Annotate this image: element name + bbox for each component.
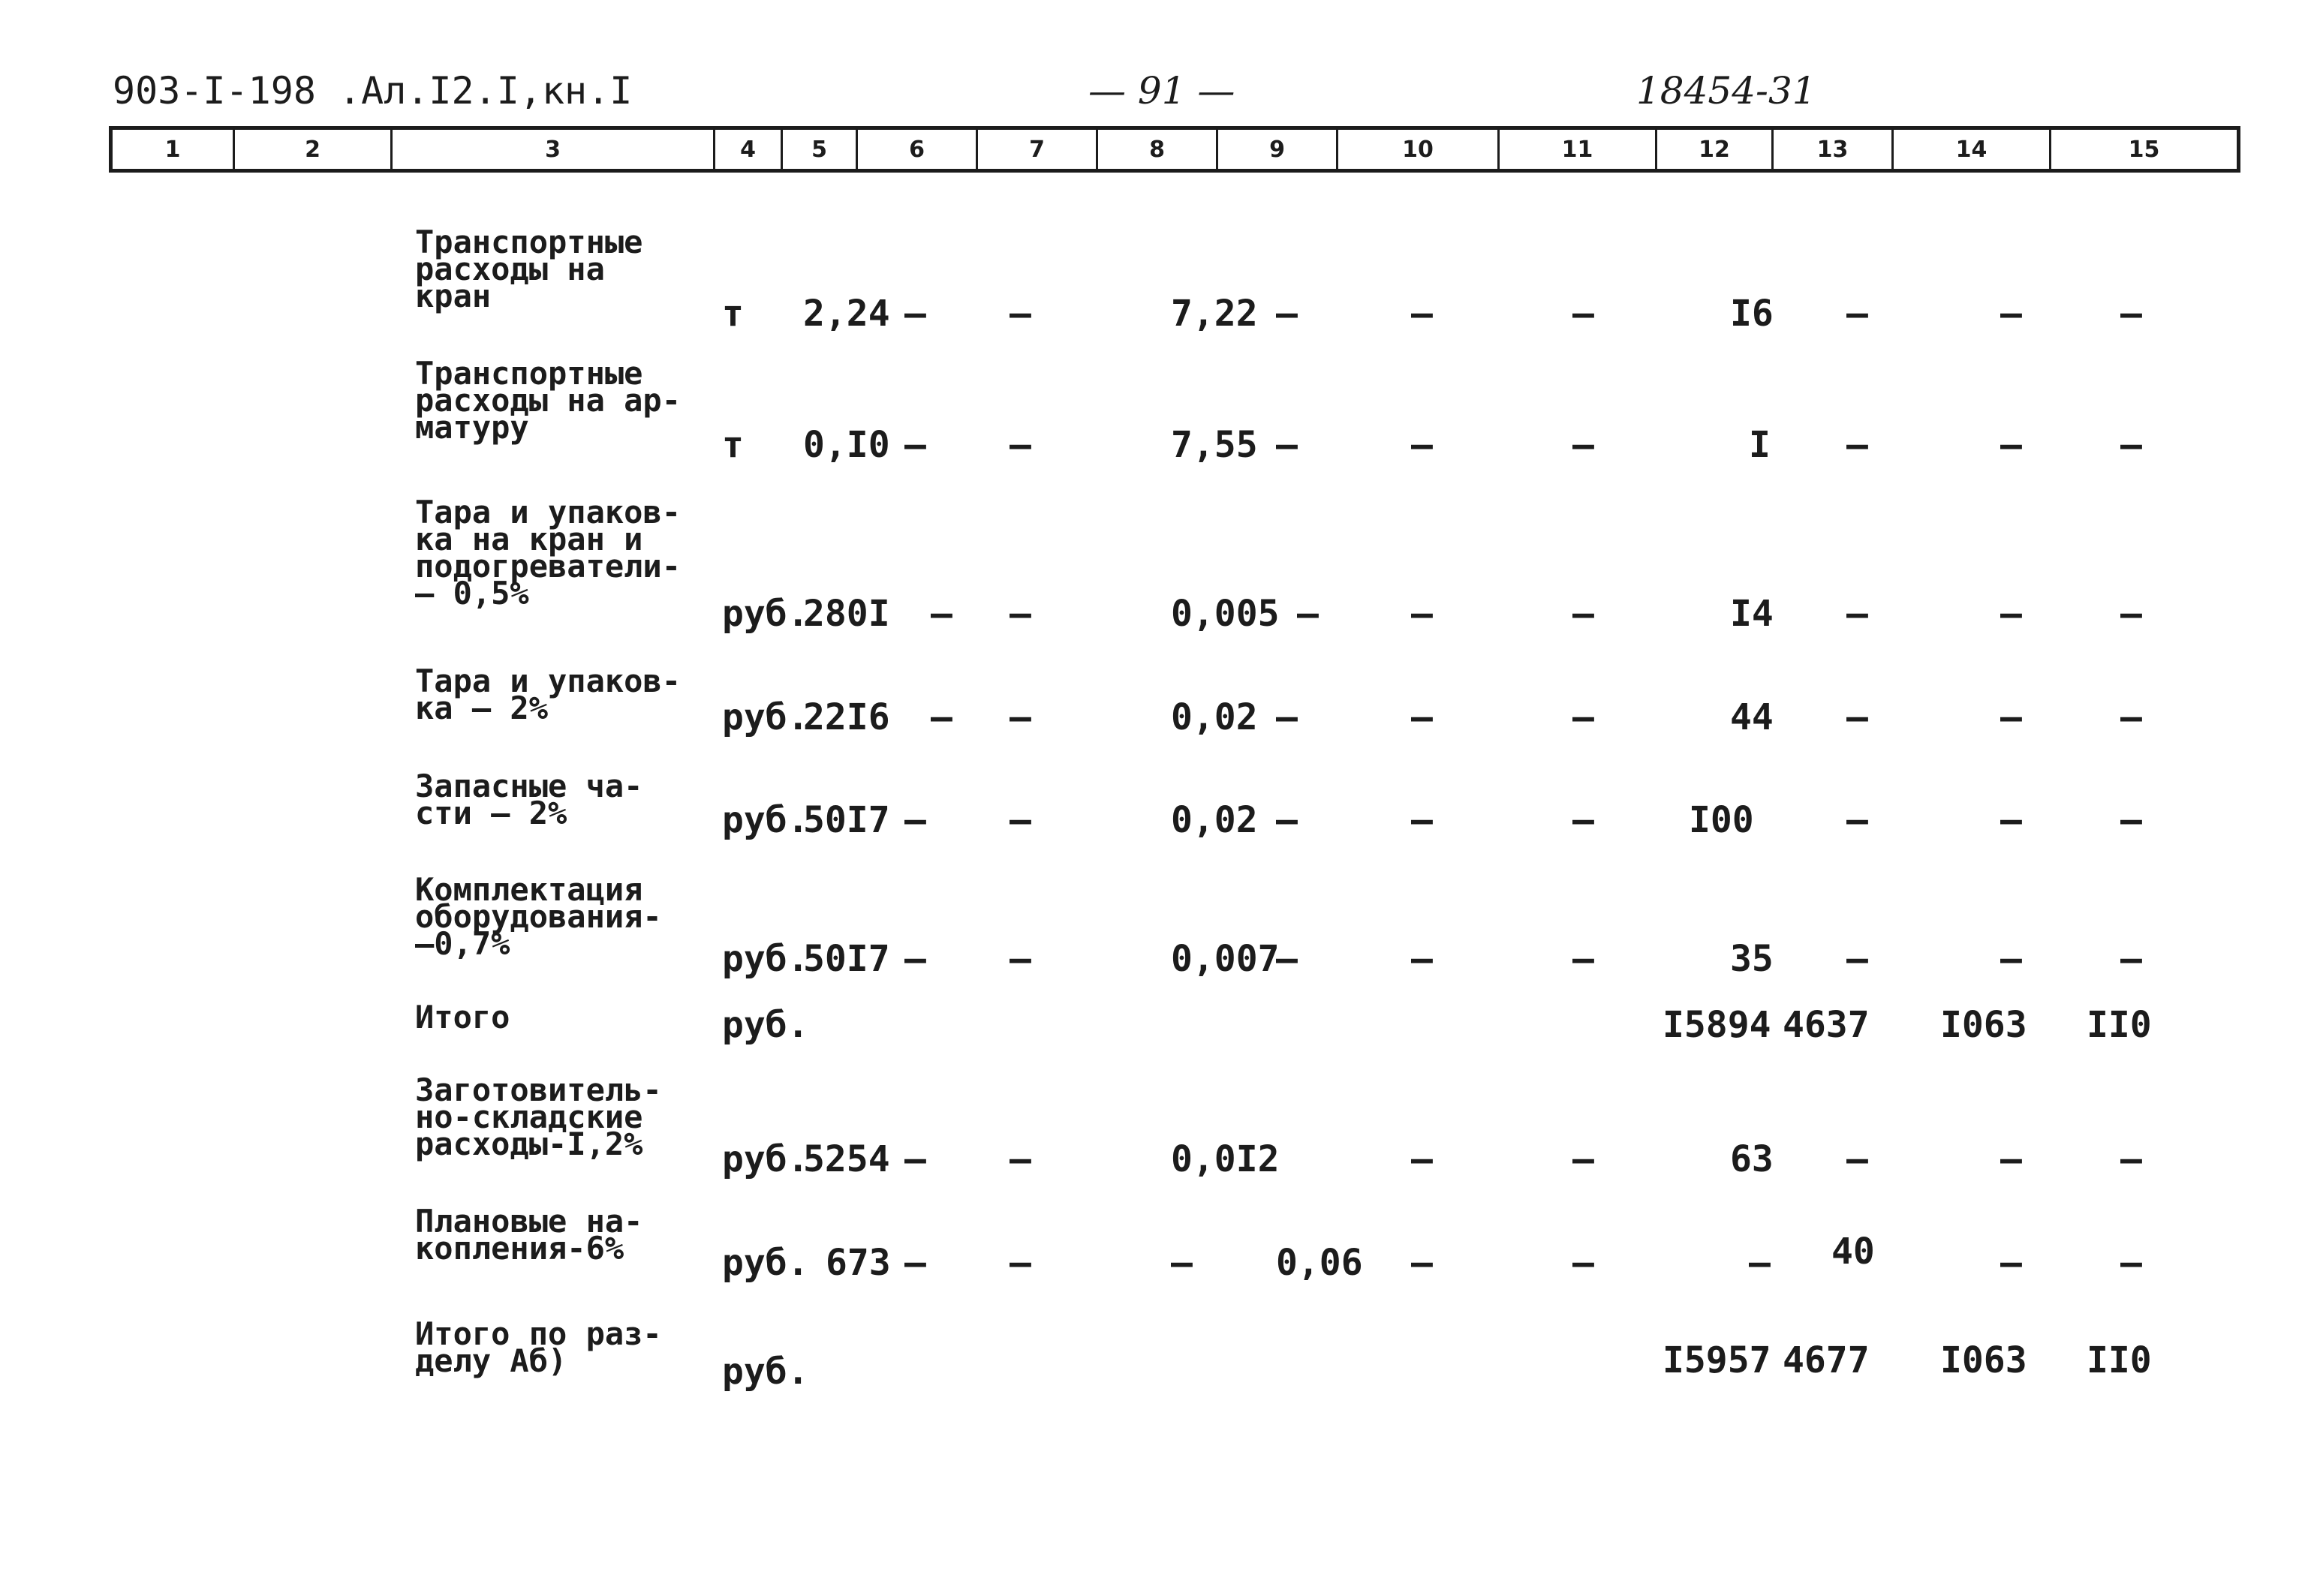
- col6-cell: –: [904, 1242, 926, 1284]
- col12-cell: 44: [1730, 696, 1774, 738]
- col6-cell: –: [904, 293, 926, 335]
- col10-cell: –: [1411, 293, 1433, 335]
- col14-cell: –: [2000, 424, 2022, 466]
- col12-cell: 35: [1730, 938, 1774, 980]
- col8-cell: –: [1171, 1242, 1193, 1284]
- unit-cell: руб.: [722, 1351, 809, 1393]
- col11-cell: –: [1572, 424, 1594, 466]
- col13-cell: –: [1846, 799, 1868, 841]
- col6-cell: –: [904, 938, 926, 980]
- unit-cell: руб.: [722, 799, 809, 841]
- item-description: Тара и упаков- ка на кран и подогреватели- – 0,5%: [415, 494, 682, 612]
- col14-cell: –: [2000, 1242, 2022, 1284]
- col7-cell: –: [1010, 938, 1031, 980]
- item-description: Комплектация оборудования- –0,7%: [415, 871, 662, 962]
- col15-cell: II0: [2087, 1339, 2152, 1381]
- col15-cell: –: [2120, 696, 2142, 738]
- col7-cell: –: [1010, 1138, 1031, 1180]
- item-description: Итого: [415, 999, 510, 1035]
- column-number-9: 9: [1216, 130, 1336, 169]
- col15-cell: –: [2120, 1138, 2142, 1180]
- col11-cell: –: [1572, 593, 1594, 635]
- col8-cell: 0,02: [1171, 696, 1258, 738]
- column-number-6: 6: [856, 130, 976, 169]
- col9-cell: –: [1276, 799, 1298, 841]
- col14-cell: I063: [1940, 1004, 2027, 1046]
- column-number-15: 15: [2049, 130, 2237, 169]
- column-number-12: 12: [1655, 130, 1771, 169]
- col7-cell: –: [1010, 799, 1031, 841]
- unit-cell: т: [722, 424, 744, 466]
- col11-cell: –: [1572, 1242, 1594, 1284]
- col9-cell: –: [1276, 938, 1298, 980]
- col11-cell: –: [1572, 799, 1594, 841]
- col13-cell: –: [1846, 593, 1868, 635]
- col9-cell: –: [1297, 593, 1319, 635]
- col6-cell: –: [904, 424, 926, 466]
- col7-cell: –: [1010, 593, 1031, 635]
- col7-cell: –: [1010, 424, 1031, 466]
- col8-cell: 0,005: [1171, 593, 1280, 635]
- col9-cell: –: [1276, 424, 1298, 466]
- col6-cell: –: [931, 696, 952, 738]
- col13-cell: –: [1846, 938, 1868, 980]
- item-description: Запасные ча- сти – 2%: [415, 768, 643, 831]
- column-number-8: 8: [1096, 130, 1216, 169]
- column-number-7: 7: [976, 130, 1096, 169]
- col5-cell: 50I7: [803, 938, 890, 980]
- col11-cell: –: [1572, 696, 1594, 738]
- col5-cell: 5254: [803, 1138, 890, 1180]
- unit-cell: руб.: [722, 938, 809, 980]
- col12-cell: –: [1749, 1242, 1771, 1284]
- col11-cell: –: [1572, 938, 1594, 980]
- item-description: Заготовитель- но-складские расходы-I,2%: [415, 1072, 662, 1162]
- column-number-13: 13: [1771, 130, 1891, 169]
- unit-cell: руб.: [722, 1242, 809, 1284]
- col14-cell: –: [2000, 799, 2022, 841]
- column-number-1: 1: [164, 136, 181, 163]
- col13-cell: 4677: [1783, 1339, 1870, 1381]
- col6-cell: –: [931, 593, 952, 635]
- col8-cell: 7,22: [1171, 293, 1258, 335]
- col14-cell: –: [2000, 1138, 2022, 1180]
- col5-cell: 673: [826, 1242, 891, 1284]
- col15-cell: –: [2120, 938, 2142, 980]
- col8-cell: 0,02: [1171, 799, 1258, 841]
- item-description: Тара и упаков- ка – 2%: [415, 663, 682, 726]
- col12-cell: I6: [1730, 293, 1774, 335]
- col15-cell: –: [2120, 593, 2142, 635]
- column-number-11: 11: [1497, 130, 1655, 169]
- unit-cell: т: [722, 293, 744, 335]
- col12-cell: I4: [1730, 593, 1774, 635]
- col7-cell: –: [1010, 696, 1031, 738]
- col15-cell: –: [2120, 799, 2142, 841]
- col10-cell: –: [1411, 938, 1433, 980]
- col5-cell: 2,24: [803, 293, 890, 335]
- col10-cell: –: [1411, 799, 1433, 841]
- col9-cell: 0,06: [1276, 1242, 1363, 1284]
- col12-cell: I5957: [1663, 1339, 1771, 1381]
- column-number-2: 2: [233, 130, 390, 169]
- col14-cell: –: [2000, 293, 2022, 335]
- col12-cell: I: [1749, 424, 1771, 466]
- col9-cell: –: [1276, 293, 1298, 335]
- col15-cell: –: [2120, 424, 2142, 466]
- col5-cell: 50I7: [803, 799, 890, 841]
- column-number-3: 3: [390, 130, 713, 169]
- col15-cell: –: [2120, 1242, 2142, 1284]
- column-number-14: 14: [1891, 130, 2049, 169]
- document-number: 18454-31: [1636, 69, 1816, 113]
- item-description: Итого по раз- делу Аб): [415, 1315, 662, 1379]
- col10-cell: –: [1411, 1138, 1433, 1180]
- column-number-5: 5: [781, 130, 856, 169]
- col7-cell: –: [1010, 1242, 1031, 1284]
- col10-cell: –: [1411, 593, 1433, 635]
- col9-cell: –: [1276, 696, 1298, 738]
- col14-cell: –: [2000, 696, 2022, 738]
- col8-cell: 0,0I2: [1171, 1138, 1280, 1180]
- col12-cell: I00: [1689, 799, 1754, 841]
- col12-cell: 63: [1730, 1138, 1774, 1180]
- document-code: 903-I-198 .Ал.I2.I,кн.I: [113, 69, 633, 113]
- col14-cell: I063: [1940, 1339, 2027, 1381]
- col15-cell: –: [2120, 293, 2142, 335]
- page-number: — 91 —: [1088, 69, 1235, 113]
- col10-cell: –: [1411, 424, 1433, 466]
- col8-cell: 0,007: [1171, 938, 1280, 980]
- unit-cell: руб.: [722, 593, 809, 635]
- col13-cell: 40: [1831, 1231, 1875, 1273]
- col8-cell: 7,55: [1171, 424, 1258, 466]
- column-number-header: [109, 126, 2240, 173]
- col10-cell: –: [1411, 696, 1433, 738]
- unit-cell: руб.: [722, 1004, 809, 1046]
- unit-cell: руб.: [722, 1138, 809, 1180]
- col13-cell: –: [1846, 293, 1868, 335]
- column-number-4: 4: [713, 130, 781, 169]
- col14-cell: –: [2000, 593, 2022, 635]
- col12-cell: I5894: [1663, 1004, 1771, 1046]
- column-number-10: 10: [1336, 130, 1497, 169]
- col6-cell: –: [904, 799, 926, 841]
- col13-cell: –: [1846, 1138, 1868, 1180]
- col6-cell: –: [904, 1138, 926, 1180]
- col11-cell: –: [1572, 1138, 1594, 1180]
- col15-cell: II0: [2087, 1004, 2152, 1046]
- col5-cell: 280I: [803, 593, 890, 635]
- item-description: Плановые на- копления-6%: [415, 1203, 643, 1267]
- col10-cell: –: [1411, 1242, 1433, 1284]
- item-description: Транспортные расходы на ар- матуру: [415, 355, 682, 446]
- col13-cell: –: [1846, 424, 1868, 466]
- col14-cell: –: [2000, 938, 2022, 980]
- col5-cell: 22I6: [803, 696, 890, 738]
- col13-cell: 4637: [1783, 1004, 1870, 1046]
- col7-cell: –: [1010, 293, 1031, 335]
- item-description: Транспортные расходы на кран: [415, 224, 643, 314]
- col13-cell: –: [1846, 696, 1868, 738]
- col11-cell: –: [1572, 293, 1594, 335]
- unit-cell: руб.: [722, 696, 809, 738]
- col5-cell: 0,I0: [803, 424, 890, 466]
